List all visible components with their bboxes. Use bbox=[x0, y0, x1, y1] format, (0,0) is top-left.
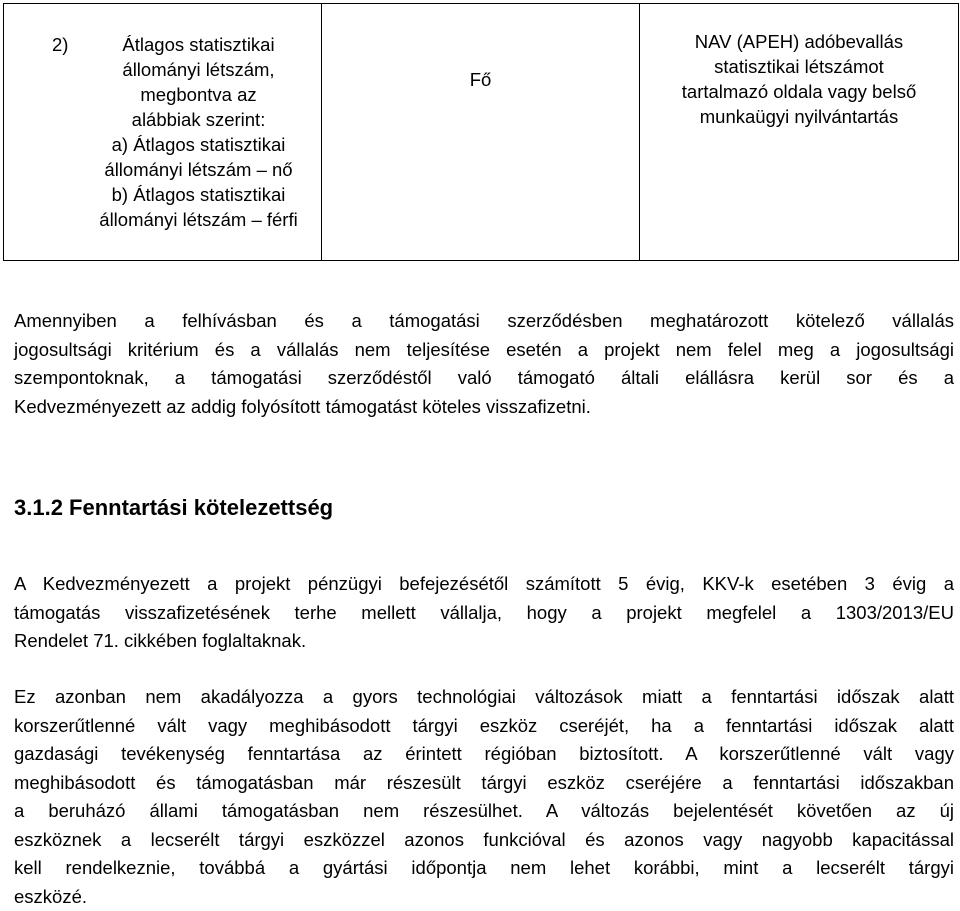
text-line: Rendelet 71. cikkében foglaltaknak. bbox=[14, 627, 954, 656]
criteria-table bbox=[3, 3, 959, 261]
source-line: tartalmazó oldala vagy belső bbox=[650, 79, 948, 104]
criterion-line: a) Átlagos statisztikai bbox=[84, 132, 313, 157]
source-line: munkaügyi nyilvántartás bbox=[650, 104, 948, 129]
criterion-line: állományi létszám – nő bbox=[84, 157, 313, 182]
criterion-line: állományi létszám – férfi bbox=[84, 207, 313, 232]
table-row bbox=[4, 4, 959, 261]
criterion-line: állományi létszám, bbox=[84, 57, 313, 82]
text-line: gazdasági tevékenység fenntartása az érintett régióban biztosított. A korszerűtlenné vált vagy bbox=[14, 740, 954, 769]
text-line: A Kedvezményezett a projekt pénzügyi befejezésétől számított 5 évig, KKV-k esetében 3 évig a bbox=[14, 570, 954, 599]
text-line: eszköznek a lecserélt tárgyi eszközzel azonos funkcióval és azonos vagy nagyobb kapacitással bbox=[14, 826, 954, 855]
section-heading: 3.1.2 Fenntartási kötelezettség bbox=[14, 493, 333, 523]
text-line: kell rendelkeznie, továbbá a gyártási időpontja nem lehet korábbi, mint a lecserélt tárgyi bbox=[14, 854, 954, 883]
paragraph-asset-replacement bbox=[14, 683, 954, 911]
text-line: Ez azonban nem akadályozza a gyors technológiai változások miatt a fenntartási időszak alatt bbox=[14, 683, 954, 712]
text-line: a beruházó állami támogatásban nem részesülhet. A változás bejelentését követően az új bbox=[14, 797, 954, 826]
unit-cell bbox=[322, 4, 640, 261]
unit-label: Fő bbox=[322, 67, 639, 92]
text-line: eszközé. bbox=[14, 883, 954, 911]
text-line: Amennyiben a felhívásban és a támogatási szerződésben meghatározott kötelező vállalás bbox=[14, 307, 954, 336]
text-line: meghibásodott és támogatásban már részesült tárgyi eszköz cseréjére a fenntartási időszakban bbox=[14, 769, 954, 798]
paragraph-obligation-breach bbox=[14, 307, 954, 421]
source-line: NAV (APEH) adóbevallás bbox=[650, 29, 948, 54]
text-line: Kedvezményezett az addig folyósított támogatást köteles visszafizetni. bbox=[14, 393, 954, 422]
text-line: szempontoknak, a támogatási szerződéstől való támogató általi elállásra kerül sor és a bbox=[14, 364, 954, 393]
criterion-number: 2) bbox=[52, 32, 68, 57]
criterion-cell bbox=[4, 4, 322, 261]
paragraph-maintenance bbox=[14, 570, 954, 656]
criterion-line: b) Átlagos statisztikai bbox=[84, 182, 313, 207]
text-line: támogatás visszafizetésének terhe mellett vállalja, hogy a projekt megfelel a 1303/2013/EU bbox=[14, 599, 954, 628]
criterion-line: alábbiak szerint: bbox=[84, 107, 313, 132]
source-line: statisztikai létszámot bbox=[650, 54, 948, 79]
text-line: korszerűtlenné vált vagy meghibásodott tárgyi eszköz cseréjét, ha a fenntartási időszak alatt bbox=[14, 712, 954, 741]
criterion-line: Átlagos statisztikai bbox=[84, 32, 313, 57]
source-cell bbox=[640, 4, 959, 261]
criterion-line: megbontva az bbox=[84, 82, 313, 107]
text-line: jogosultsági kritérium és a vállalás nem teljesítése esetén a projekt nem felel meg a jogosultsági bbox=[14, 336, 954, 365]
